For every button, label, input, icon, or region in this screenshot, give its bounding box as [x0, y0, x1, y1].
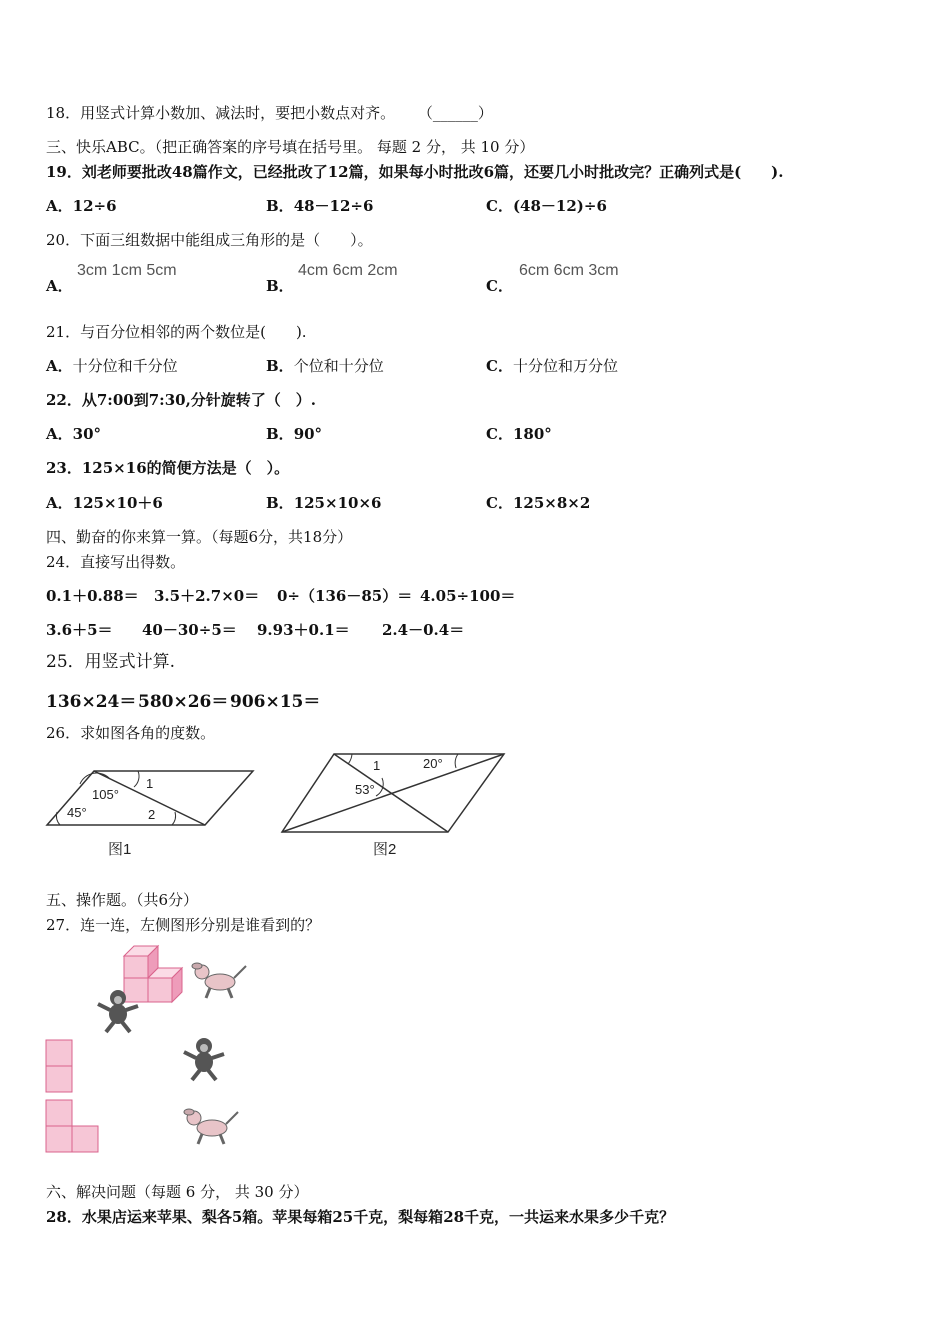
q24-item: 0÷（136－85）＝ [277, 587, 413, 605]
fig2-angle-label: 1 [373, 758, 381, 773]
q20-text: 20．下面三组数据中能组成三角形的是（ ）。 [46, 231, 373, 249]
section6-title: 六、解决问题（每题 6 分， 共 30 分） [46, 1183, 309, 1201]
q28-text: 28．水果店运来苹果、梨各5箱。苹果每箱25千克，梨每箱28千克，一共运来水果多少千克？ [46, 1208, 675, 1226]
fig1-angle-label: 105° [92, 787, 119, 802]
dog-icon [188, 958, 250, 1002]
q19-option-a[interactable] [46, 196, 117, 216]
q20-option-c-text: 6cm 6cm 3cm [519, 262, 619, 279]
section4-title: 四、勤奋的你来算一算。（每题6分，共18分） [46, 528, 353, 546]
option-label: C． [486, 494, 513, 512]
option-text: 125×10×6 [293, 494, 382, 512]
q24-item: 3.5＋2.7×0＝ [154, 587, 260, 605]
dog-icon [180, 1104, 242, 1148]
option-label: A． [46, 494, 73, 512]
option-label: B． [266, 425, 294, 443]
q20-option-a-label[interactable]: A． [46, 277, 73, 295]
option-label: A． [46, 425, 73, 443]
option-text: 十分位和千分位 [72, 357, 178, 375]
option-text: (48－12)÷6 [512, 197, 607, 215]
q19-option-b[interactable] [266, 196, 373, 216]
option-text: 180° [512, 425, 552, 443]
q23-option-c[interactable] [486, 493, 590, 513]
option-text: 48－12÷6 [293, 197, 374, 215]
q20-option-b-text: 4cm 6cm 2cm [298, 262, 398, 279]
q19-text: 19．刘老师要批改48篇作文，已经批改了12篇，如果每小时批改6篇，还要几小时批改完？正确列式是( ). [46, 163, 784, 181]
q24-item: 9.93＋0.1＝ [257, 621, 350, 639]
figure-1-parallelogram [40, 762, 260, 862]
q24-text: 24．直接写出得数。 [46, 553, 186, 571]
fig2-caption: 图2 [373, 841, 397, 858]
monkey-icon [180, 1036, 228, 1082]
option-label: C． [486, 425, 513, 443]
option-text: 30° [72, 425, 102, 443]
option-label: B． [266, 357, 294, 375]
option-text: 125×8×2 [512, 494, 591, 512]
view-shape-vertical [44, 1038, 76, 1094]
option-text: 125×10＋6 [72, 494, 163, 512]
q21-option-a[interactable] [46, 356, 178, 376]
q18-blank[interactable]: （______） [417, 104, 493, 122]
q21-text: 21．与百分位相邻的两个数位是( ). [46, 323, 307, 341]
q25-item: 580×26＝ [138, 692, 229, 712]
figure-2-parallelogram [278, 750, 518, 860]
q22-option-c[interactable] [486, 424, 552, 444]
option-label: B． [266, 494, 294, 512]
q19-option-c[interactable] [486, 196, 607, 216]
q25-item: 136×24＝ [46, 692, 137, 712]
q24-item: 2.4－0.4＝ [382, 621, 465, 639]
q21-option-b[interactable] [266, 356, 384, 376]
option-text: 90° [293, 425, 323, 443]
option-label: B． [266, 197, 294, 215]
monkey-icon [94, 988, 142, 1034]
option-label: C． [486, 357, 513, 375]
view-shape-l [44, 1098, 102, 1154]
fig1-angle-label: 2 [148, 807, 156, 822]
option-text: 个位和十分位 [293, 357, 384, 375]
q22-text: 22．从7:00到7:30,分针旋转了（ ）. [46, 391, 317, 409]
q25-item: 906×15＝ [230, 692, 321, 712]
q21-option-c[interactable] [486, 356, 618, 376]
q22-option-b[interactable] [266, 424, 322, 444]
option-text: 十分位和万分位 [512, 357, 618, 375]
q23-option-b[interactable] [266, 493, 381, 513]
option-label: A． [46, 357, 73, 375]
option-label: C． [486, 197, 513, 215]
q20-option-a-text: 3cm 1cm 5cm [77, 262, 177, 279]
fig2-angle-label: 53° [355, 782, 375, 797]
option-text: 12÷6 [72, 197, 117, 215]
fig2-angle-label: 20° [423, 756, 443, 771]
section3-title: 三、快乐ABC。（把正确答案的序号填在括号里。 每题 2 分， 共 10 分） [46, 138, 535, 156]
fig1-angle-label: 45° [67, 805, 87, 820]
q25-text: 25．用竖式计算. [46, 652, 176, 672]
q27-text: 27．连一连，左侧图形分别是谁看到的？ [46, 916, 321, 934]
q22-option-a[interactable] [46, 424, 101, 444]
q26-text: 26．求如图各角的度数。 [46, 724, 216, 742]
option-label: A． [46, 197, 73, 215]
q18 [46, 103, 493, 123]
q24-item: 40－30÷5＝ [142, 621, 237, 639]
q18-text: 18．用竖式计算小数加、减法时，要把小数点对齐。 [46, 104, 396, 122]
section5-title: 五、操作题。（共6分） [46, 891, 199, 909]
q24-item: 0.1＋0.88＝ [46, 587, 139, 605]
q23-option-a[interactable] [46, 493, 163, 513]
q20-option-c-label[interactable]: C． [486, 277, 513, 295]
q24-item: 3.6＋5＝ [46, 621, 113, 639]
fig1-caption: 图1 [108, 841, 132, 858]
q24-item: 4.05÷100＝ [420, 587, 516, 605]
q23-text: 23．125×16的简便方法是（ ）。 [46, 459, 290, 477]
q20-option-b-label[interactable]: B． [266, 277, 294, 295]
fig1-angle-label: 1 [146, 776, 154, 791]
